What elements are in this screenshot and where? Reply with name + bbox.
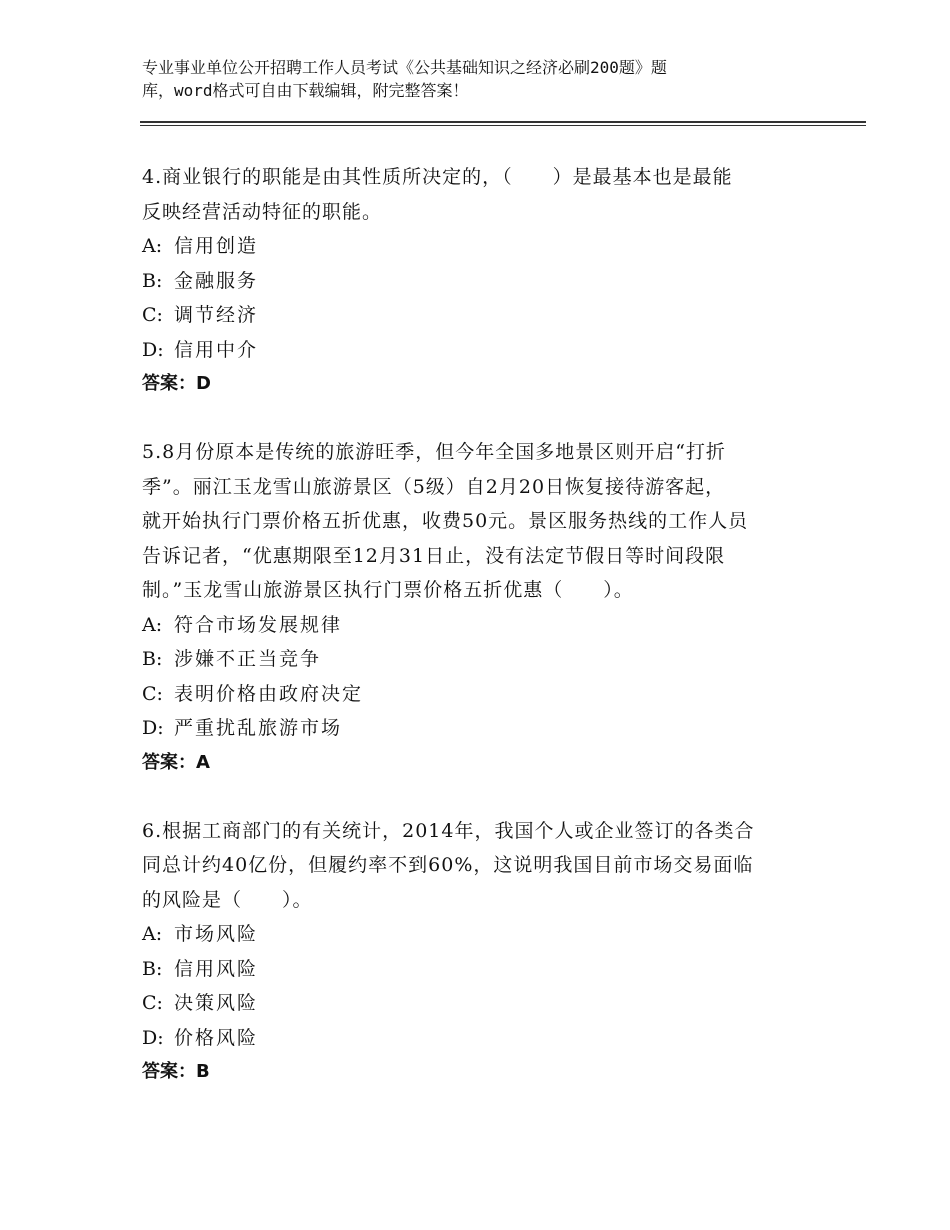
option-text: 信用中介 [174, 338, 259, 361]
question-stem-line: 的风险是（ ）。 [142, 888, 313, 911]
option-key: C: [142, 304, 163, 326]
question-stem-line: 4.商业银行的职能是由其性质所决定的，（ ）是最基本也是最能 [142, 166, 733, 188]
option-text: 价格风险 [174, 1026, 259, 1049]
question-stem-line: 制。”玉龙雪山旅游景区执行门票价格五折优惠（ ）。 [142, 579, 634, 601]
question-6 [142, 814, 822, 1090]
option-key: A: [142, 613, 163, 636]
header-line-2: 库，word格式可自由下载编辑，附完整答案！ [142, 81, 469, 100]
option-key: B: [142, 957, 163, 980]
option-a [142, 229, 822, 264]
option-c [142, 986, 822, 1021]
option-text: 信用风险 [174, 957, 259, 980]
option-d [142, 333, 822, 368]
answer-label: 答案：A [142, 751, 210, 773]
answer-label: 答案：B [142, 1061, 210, 1082]
option-key: B: [142, 648, 163, 670]
answer-label: 答案：D [142, 373, 211, 394]
question-stem-line: 6.根据工商部门的有关统计，2014年，我国个人或企业签订的各类合 [142, 819, 755, 842]
option-d [142, 1021, 822, 1056]
option-key: D: [142, 1026, 164, 1049]
option-text: 表明价格由政府决定 [174, 682, 364, 705]
question-stem-line: 反映经营活动特征的职能。 [142, 200, 383, 223]
option-text: 市场风险 [174, 923, 259, 945]
option-text: 严重扰乱旅游市场 [174, 717, 343, 739]
option-key: C: [142, 682, 163, 705]
option-text: 符合市场发展规律 [174, 613, 343, 636]
option-key: D: [142, 338, 164, 361]
question-5 [142, 435, 822, 780]
option-c [142, 677, 822, 712]
question-stem-line: 季”。丽江玉龙雪山旅游景区（5级）自2月20日恢复接待游客起， [142, 475, 726, 498]
option-d [142, 711, 822, 746]
question-stem-line: 就开始执行门票价格五折优惠，收费50元。景区服务热线的工作人员 [142, 510, 749, 532]
option-key: A: [142, 923, 163, 945]
header-divider [140, 121, 866, 123]
question-stem-line: 5.8月份原本是传统的旅游旺季，但今年全国多地景区则开启“打折 [142, 441, 726, 463]
question-list [142, 160, 822, 1123]
option-text: 信用创造 [174, 235, 259, 257]
option-text: 金融服务 [174, 269, 259, 292]
option-b [142, 264, 822, 299]
document-header [142, 56, 782, 102]
option-a [142, 917, 822, 952]
question-4 [142, 160, 822, 401]
option-key: A: [142, 235, 163, 257]
header-line-1: 专业事业单位公开招聘工作人员考试《公共基础知识之经济必刷200题》题 [142, 58, 667, 77]
option-c [142, 298, 822, 333]
option-key: B: [142, 269, 163, 292]
option-a [142, 608, 822, 643]
option-text: 调节经济 [174, 304, 259, 326]
option-key: D: [142, 717, 164, 739]
option-key: C: [142, 992, 163, 1014]
option-b [142, 952, 822, 987]
option-text: 涉嫌不正当竞争 [174, 648, 322, 670]
question-stem-line: 告诉记者，“优惠期限至12月31日止，没有法定节假日等时间段限 [142, 544, 726, 567]
option-text: 决策风险 [174, 992, 259, 1014]
question-stem-line: 同总计约40亿份，但履约率不到60%，这说明我国目前市场交易面临 [142, 854, 754, 876]
option-b [142, 642, 822, 677]
